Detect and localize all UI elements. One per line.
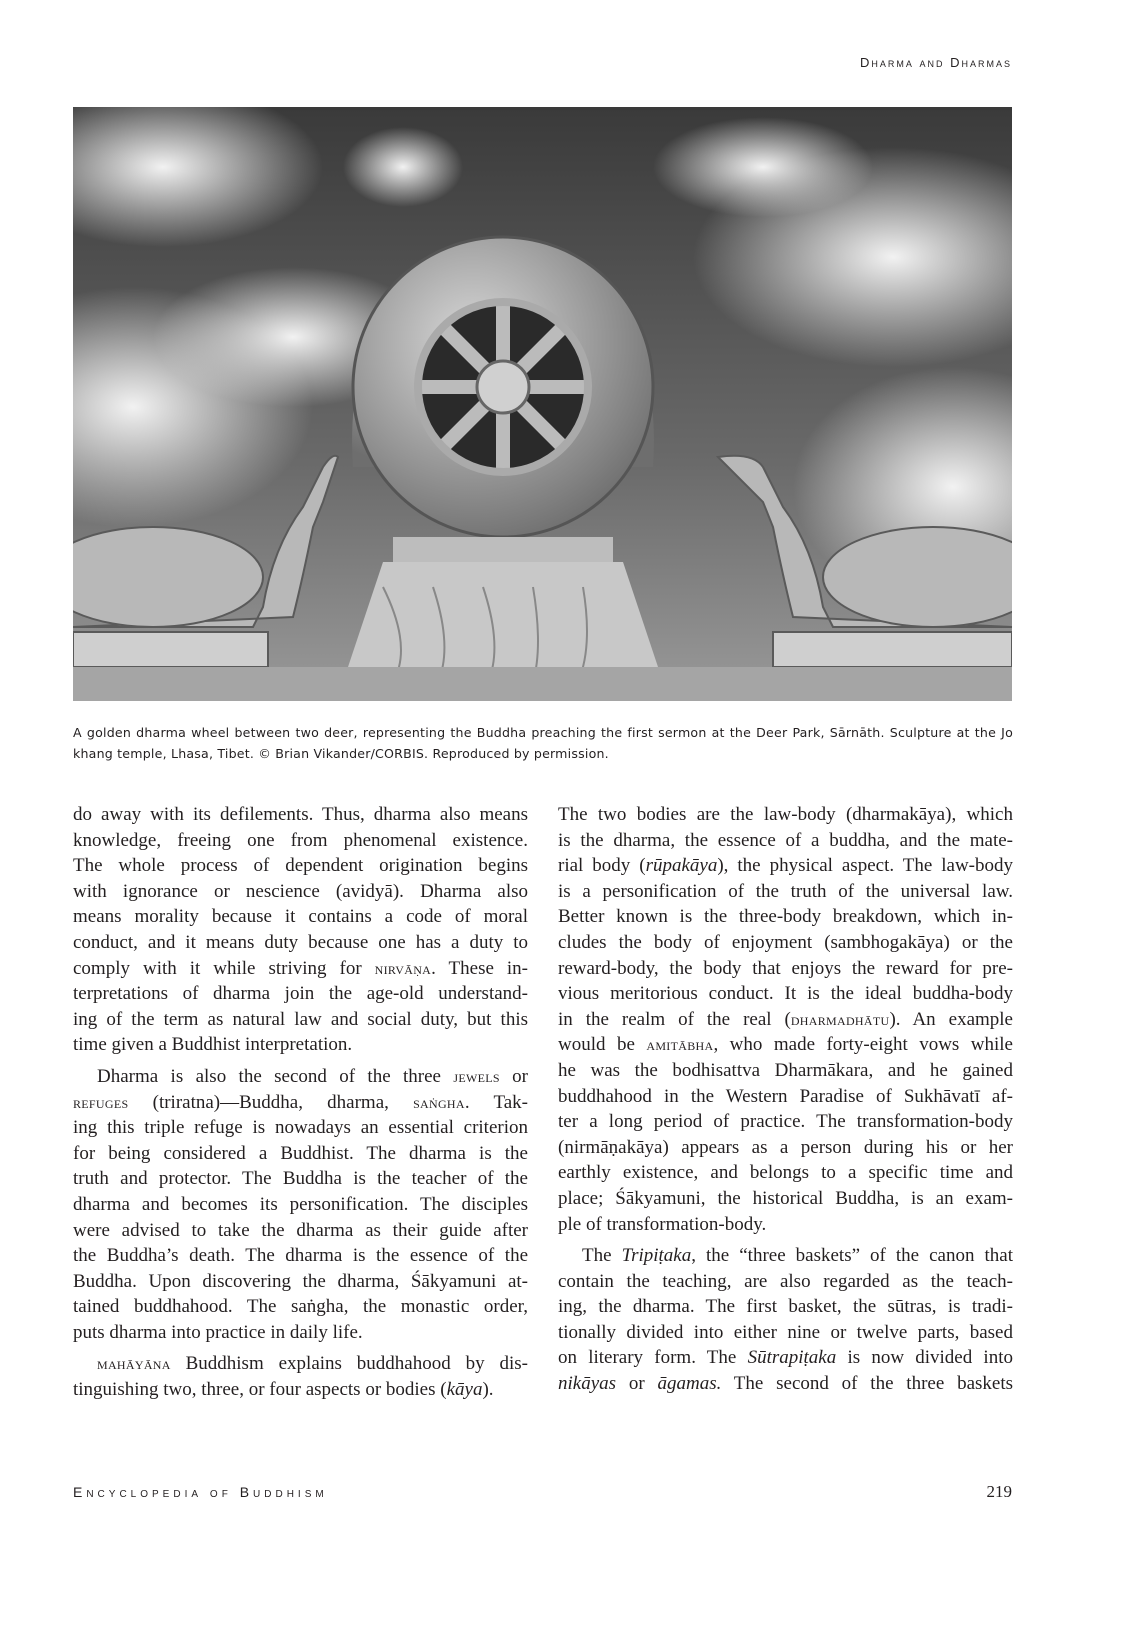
text-line — [73, 981, 528, 1007]
text-run: conduct, and it means duty because one has a duty to — [73, 931, 528, 953]
text-run: ing, the dharma. The first basket, the sūtras, is tradi- — [558, 1296, 1013, 1318]
text-line — [558, 802, 1013, 828]
text-run: would be — [558, 1034, 647, 1056]
text-run: time given a Buddhist interpretation. — [73, 1034, 353, 1056]
text-run: tionally divided into either nine or twelve parts, based — [558, 1321, 1013, 1343]
text-run: cludes the body of enjoyment (sambhogakāya) or the — [558, 931, 1013, 953]
text-run: reward-body, the body that enjoys the reward for pre- — [558, 957, 1013, 979]
paragraph — [73, 1351, 528, 1402]
italic-term: rūpakāya — [645, 855, 718, 877]
text-line — [73, 904, 528, 930]
text-line — [73, 956, 528, 982]
text-run: The — [582, 1245, 622, 1267]
text-run: knowledge, freeing one from phenomenal existence. — [73, 829, 528, 851]
text-run: earthly existence, and belongs to a specific time and — [558, 1162, 1013, 1184]
text-run: or — [499, 1065, 528, 1087]
text-line — [73, 828, 528, 854]
text-line — [73, 1269, 528, 1295]
paragraph — [73, 1064, 528, 1346]
text-run: truth and protector. The Buddha is the teacher of the — [73, 1168, 528, 1190]
text-line — [558, 930, 1013, 956]
cross-reference-term: nirvāṇa — [374, 958, 432, 978]
text-line — [558, 1160, 1013, 1186]
text-run: comply with it while striving for — [73, 957, 375, 979]
text-run: ing of the term as natural law and social duty, but this — [73, 1008, 528, 1030]
text-run: ter a long period of practice. The transformation-body — [558, 1111, 1013, 1133]
text-line — [558, 853, 1013, 879]
text-run: for being considered a Buddhist. The dharma is the — [73, 1142, 528, 1164]
text-line — [73, 1032, 528, 1058]
text-run: The whole process of dependent origination begins — [73, 855, 528, 877]
text-run: ). — [482, 1379, 494, 1401]
text-run: Buddhism explains buddhahood by dis- — [170, 1353, 528, 1375]
text-run: place; Śākyamuni, the historical Buddha, is an exam- — [558, 1187, 1013, 1209]
text-run: The two bodies are the law-body (dharmakāya), which — [558, 804, 1013, 825]
cross-reference-term: jewels — [453, 1066, 500, 1086]
text-line — [73, 1218, 528, 1244]
text-run: is the dharma, the essence of a buddha, and the mate- — [558, 829, 1013, 851]
text-line — [73, 1115, 528, 1141]
text-line — [558, 1269, 1013, 1295]
text-run: rial body ( — [558, 855, 646, 877]
text-run: tinguishing two, three, or four aspects or bodies ( — [73, 1379, 447, 1401]
cross-reference-term: dharmadhātu — [790, 1009, 890, 1029]
text-line — [73, 1243, 528, 1269]
text-line — [73, 879, 528, 905]
text-line — [73, 1007, 528, 1033]
text-line — [73, 1320, 528, 1346]
paragraph — [558, 1243, 1013, 1397]
text-run: on literary form. The — [558, 1347, 748, 1369]
text-run: (nirmāṇakāya) appears as a person during his or her — [558, 1136, 1013, 1158]
text-line — [558, 1032, 1013, 1058]
text-run: dharma and becomes its personification. The disciples — [73, 1193, 528, 1215]
cross-reference-term: mahāyāna — [97, 1354, 171, 1374]
text-line — [558, 1371, 1013, 1397]
cross-reference-term: saṅgha — [413, 1092, 465, 1112]
text-line — [73, 930, 528, 956]
italic-term: Tripiṭaka — [621, 1245, 692, 1267]
text-line — [558, 956, 1013, 982]
text-line — [558, 1084, 1013, 1110]
text-line — [558, 1320, 1013, 1346]
left-column — [73, 802, 528, 1409]
text-run: ), the physical aspect. The law-body — [717, 855, 1013, 877]
text-run: Dharma is also the second of the three — [97, 1065, 454, 1087]
text-line — [558, 1135, 1013, 1161]
text-run: he was the bodhisattva Dharmākara, and he gained — [558, 1059, 1013, 1081]
text-line — [73, 1294, 528, 1320]
cross-reference-term: refuges — [73, 1092, 129, 1112]
footer-book-title: Encyclopedia of Buddhism — [73, 1484, 328, 1500]
text-run: do away with its defilements. Thus, dharma also means — [73, 804, 528, 825]
text-line — [558, 1007, 1013, 1033]
text-line — [558, 879, 1013, 905]
text-line — [558, 981, 1013, 1007]
text-line — [558, 828, 1013, 854]
text-line — [558, 1058, 1013, 1084]
text-line — [73, 1351, 528, 1377]
italic-term: Sūtrapiṭaka — [747, 1347, 837, 1369]
text-run: ple of transformation-body. — [558, 1213, 767, 1235]
text-line — [73, 802, 528, 828]
text-run: is now divided into — [836, 1347, 1013, 1369]
right-column — [558, 802, 1013, 1403]
text-run: is a personification of the truth of the universal law. — [558, 880, 1013, 902]
dharma-wheel-photo — [73, 107, 1012, 701]
text-run: terpretations of dharma join the age-old understand- — [73, 983, 528, 1005]
text-run: Better known is the three-body breakdown, which in- — [558, 906, 1013, 928]
text-run: tained buddhahood. The saṅgha, the monastic order, — [73, 1296, 528, 1318]
text-run: , the “three baskets” of the canon that — [691, 1245, 1013, 1267]
text-line — [73, 1377, 528, 1403]
text-line — [558, 1212, 1013, 1238]
dharma-wheel — [343, 237, 663, 682]
text-run: the Buddha’s death. The dharma is the essence of the — [73, 1245, 528, 1267]
text-run: were advised to take the dharma as their guide after — [73, 1219, 528, 1241]
text-run: The second of the three baskets — [721, 1373, 1014, 1395]
text-line — [73, 1090, 528, 1116]
text-run: . Tak- — [464, 1091, 528, 1113]
text-line — [558, 1109, 1013, 1135]
cross-reference-term: amitābha — [646, 1035, 714, 1055]
text-run: contain the teaching, are also regarded as the teach- — [558, 1270, 1013, 1292]
text-run: in the realm of the real ( — [558, 1008, 791, 1030]
text-run: means morality because it contains a code of moral — [73, 906, 528, 928]
text-line — [73, 1166, 528, 1192]
running-head: Dharma and Dharmas — [859, 55, 1012, 70]
text-run: with ignorance or nescience (avidyā). Dharma also — [73, 880, 528, 902]
text-run: or — [616, 1373, 658, 1395]
text-run: puts dharma into practice in daily life. — [73, 1321, 363, 1343]
text-run: vious meritorious conduct. It is the ideal buddha-body — [558, 983, 1013, 1005]
page-number: 219 — [986, 1482, 1012, 1501]
text-line — [558, 1345, 1013, 1371]
paragraph — [558, 802, 1013, 1237]
italic-term: kāya — [446, 1379, 483, 1401]
text-run: (triratna)—Buddha, dharma, — [128, 1091, 414, 1113]
text-line — [558, 1186, 1013, 1212]
text-run: buddhahood in the Western Paradise of Sukhāvatī af- — [558, 1085, 1013, 1107]
text-line — [73, 1064, 528, 1090]
figure-caption: A golden dharma wheel between two deer, representing the Buddha preaching the first sermon at the Deer Park, Sārnāth. Sculpture at the Jo khang temple, Lhasa, Tibet. © Brian Vikander/CORBIS. Reproduced by permission. — [73, 725, 1013, 761]
text-line — [558, 1294, 1013, 1320]
text-line — [558, 1243, 1013, 1269]
paragraph — [73, 802, 528, 1058]
text-line — [73, 1141, 528, 1167]
text-run: . These in- — [431, 957, 528, 979]
italic-term: āgamas. — [657, 1373, 722, 1395]
text-line — [73, 853, 528, 879]
text-line — [558, 904, 1013, 930]
text-run: ). An example — [889, 1008, 1013, 1030]
text-line — [73, 1192, 528, 1218]
text-run: , who made forty-eight vows while — [713, 1034, 1013, 1056]
text-run: Buddha. Upon discovering the dharma, Śākyamuni at- — [73, 1270, 528, 1292]
text-run: ing this triple refuge is nowadays an essential criterion — [73, 1117, 528, 1139]
italic-term: nikāyas — [558, 1373, 617, 1395]
